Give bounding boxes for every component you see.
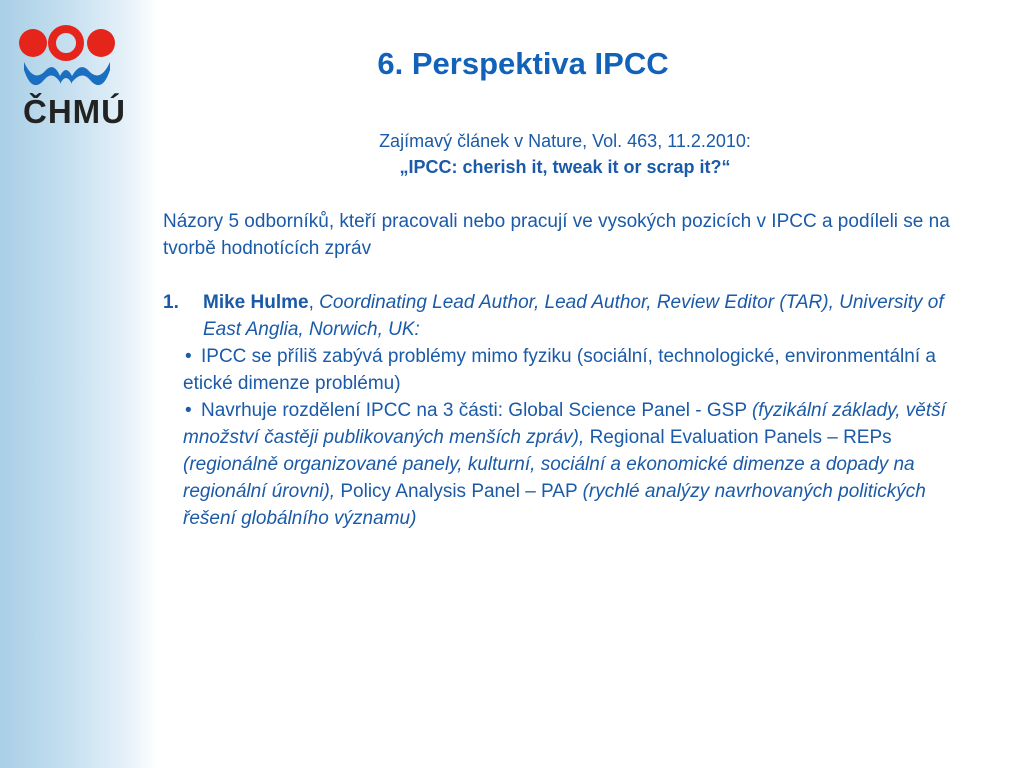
bullet-icon: • [185, 346, 192, 367]
item-number: 1. [163, 292, 179, 313]
bullet-item-1 [163, 343, 983, 397]
article-source: Zajímavý článek v Nature, Vol. 463, 11.2.2010: [379, 131, 751, 151]
bullet2-gsp-note: (fyzikální základy, větší množství častěji publikovaných menších zpráv), [183, 400, 946, 448]
bullet-item-2 [163, 397, 983, 532]
expert-item-1 [163, 289, 983, 343]
bullet2-part3: Policy Analysis Panel – PAP [340, 481, 578, 502]
bullet2-pap-note: (rychlé analýzy navrhovaných politických řešení globálního významu) [183, 481, 926, 529]
bullet-text-2 [183, 397, 983, 532]
page-title: 6. Perspektiva IPCC [377, 46, 669, 81]
bullet-icon: • [185, 400, 192, 421]
name-separator: , [308, 292, 314, 313]
article-reference [330, 128, 800, 180]
expert-name: Mike Hulme [203, 292, 309, 313]
bullet2-part2: Regional Evaluation Panels – REPs [589, 427, 892, 448]
intro-paragraph: Názory 5 odborníků, kteří pracovali nebo pracují ve vysokých pozicích v IPCC a podíleli se na tvorbě hodnotících zpráv [163, 211, 950, 259]
bullet-text-1: IPCC se příliš zabývá problémy mimo fyziku (sociální, technologické, environmentální a etické dimenze problému) [183, 346, 936, 394]
bullet2-reps-note: (regionálně organizované panely, kulturní, sociální a ekonomické dimenze a dopady na regionální úrovni), [183, 454, 915, 502]
article-title: „IPCC: cherish it, tweak it or scrap it?“ [399, 157, 731, 177]
logo-text: ČHMÚ [23, 93, 126, 130]
bullet2-part1: Navrhuje rozdělení IPCC na 3 části: Global Science Panel - GSP [201, 400, 747, 421]
expert-role: Coordinating Lead Author, Lead Author, Review Editor (TAR), University of East Anglia, Norwich, UK: [203, 292, 944, 340]
slide-body [163, 208, 983, 532]
